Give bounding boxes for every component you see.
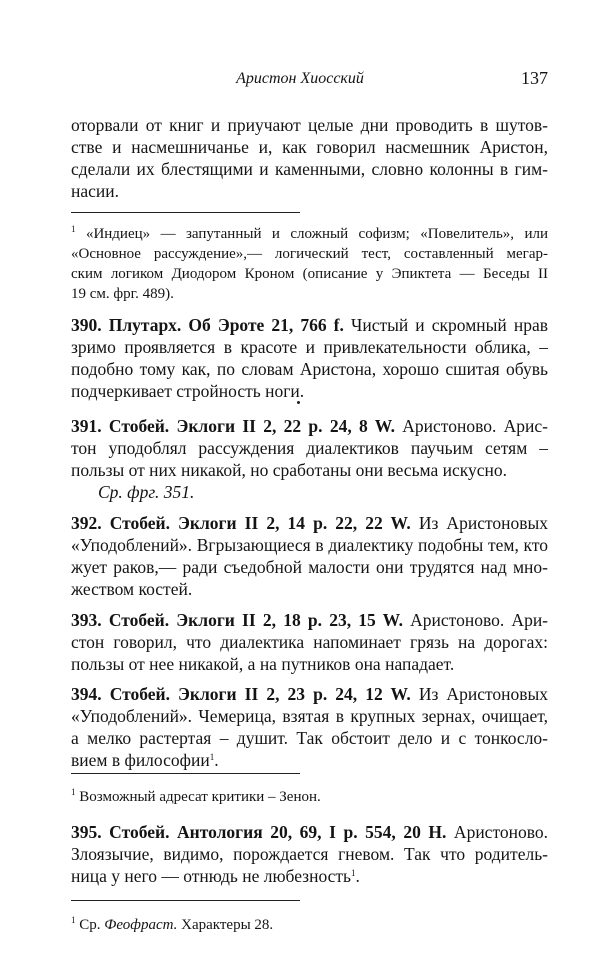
footnote-marker: 1 (351, 868, 356, 878)
text-line: сделали их блестящими и каменными, словно колонны в гим- (71, 159, 548, 179)
footnote-line (71, 224, 548, 244)
stray-dot (297, 401, 300, 404)
footnote (71, 915, 548, 935)
page-number: 137 (521, 68, 548, 88)
fragment-heading: 393. Стобей. Эклоги II 2, 18 p. 23, 15 W. (71, 610, 403, 630)
text: ница у него — отнюдь не любезность (71, 866, 352, 886)
footnote-line: ским логиком Диодором Кроном (описание у Эпиктета — Беседы II (71, 266, 548, 282)
footnote-rule (71, 212, 300, 213)
footnote-line: «Основное рассуждение»,— логический тест, составленный мегар- (71, 246, 548, 262)
text: Аристоново. Ари- (402, 610, 549, 630)
text-line: «Уподоблений». Вгрызающиеся в диалектику подобны тем, кто (71, 535, 548, 555)
text-line (71, 512, 548, 534)
running-title: Аристон Хиосский (236, 70, 364, 87)
author-name: Феофраст. (104, 917, 178, 933)
footnote-rule (71, 773, 300, 774)
text: Аристоново. (446, 822, 549, 842)
text-line: пользы от них никакой, но сработаны они весьма искусно. (71, 460, 508, 480)
text-line (71, 314, 548, 336)
fragment-heading: 394. Стобей. Эклоги II 2, 23 p. 24, 12 W. (71, 684, 411, 704)
text: . (355, 866, 360, 886)
text: вием в философии (71, 750, 210, 770)
text-line: подобно тому как, по словам Аристона, хорошо сшитая обувь (71, 359, 548, 379)
footnote-rule (71, 900, 300, 901)
footnote-marker: 1 (71, 915, 76, 925)
text-line (71, 865, 548, 887)
text-line: стве и насмешничанье и, как говорил насмешник Аристон, (71, 137, 548, 157)
text-line: жует раков,— ради съедобной малости они трудятся над мно- (71, 557, 548, 577)
footnote-line: 19 см. фрг. 489). (71, 286, 174, 302)
text-line: зримо проявляется в красоте и привлекательности облика, – (71, 337, 548, 357)
text-line: жеством костей. (71, 579, 193, 599)
fragment-heading: 395. Стобей. Антология 20, 69, I p. 554, 20 H. (71, 822, 447, 842)
footnote (71, 787, 548, 807)
text-line: тон уподоблял рассуждения диалектиков паучьим сетям – (71, 438, 548, 458)
text-line: а мелко растертая – душит. Так обстоит дело и с тонкосло- (71, 728, 548, 748)
text: Из Аристоновых (410, 513, 549, 533)
footnote-marker: 1 (71, 787, 76, 797)
text-line: пользы от нее никакой, а на путников она нападает. (71, 654, 455, 674)
footnote-text: Возможный адресат критики – Зенон. (79, 789, 321, 805)
text: Чистый и скромный нрав (343, 315, 548, 335)
text: Ср. (79, 917, 105, 933)
text: . (214, 750, 219, 770)
text: Аристоново. Арис- (395, 416, 549, 436)
fragment-heading: 391. Стобей. Эклоги II 2, 22 p. 24, 8 W. (71, 416, 395, 436)
fragment-heading: 390. Плутарх. Об Эроте 21, 766 f. (71, 315, 344, 335)
footnote-marker: 1 (71, 224, 76, 234)
text-line (71, 415, 548, 437)
text-line (71, 683, 548, 705)
text-line: подчеркивает стройность ноги. (71, 381, 305, 401)
text-line: «Уподоблений». Чемерица, взятая в крупных зернах, очищает, (71, 706, 548, 726)
text-line: насии. (71, 181, 120, 201)
fragment-heading: 392. Стобей. Эклоги II 2, 14 p. 22, 22 W. (71, 513, 411, 533)
footnote-marker: 1 (209, 752, 215, 762)
text-line (71, 609, 548, 631)
footnote-text: Характеры 28. (177, 917, 274, 933)
text-line (71, 821, 548, 843)
footnote-text: «Индиец» — запутанный и сложный софизм; «Повелитель», или (85, 226, 549, 242)
text-line: стон говорил, что диалектика напоминает грязь на дорогах: (71, 632, 548, 652)
text-line: оторвали от книг и приучают целые дни проводить в шутов- (71, 115, 548, 135)
text: Из Аристоновых (410, 684, 549, 704)
text-line (71, 749, 548, 771)
text-line: Злоязычие, видимо, порождается гневом. Так что родитель- (71, 844, 548, 864)
cross-reference: Ср. фрг. 351. (98, 482, 195, 502)
